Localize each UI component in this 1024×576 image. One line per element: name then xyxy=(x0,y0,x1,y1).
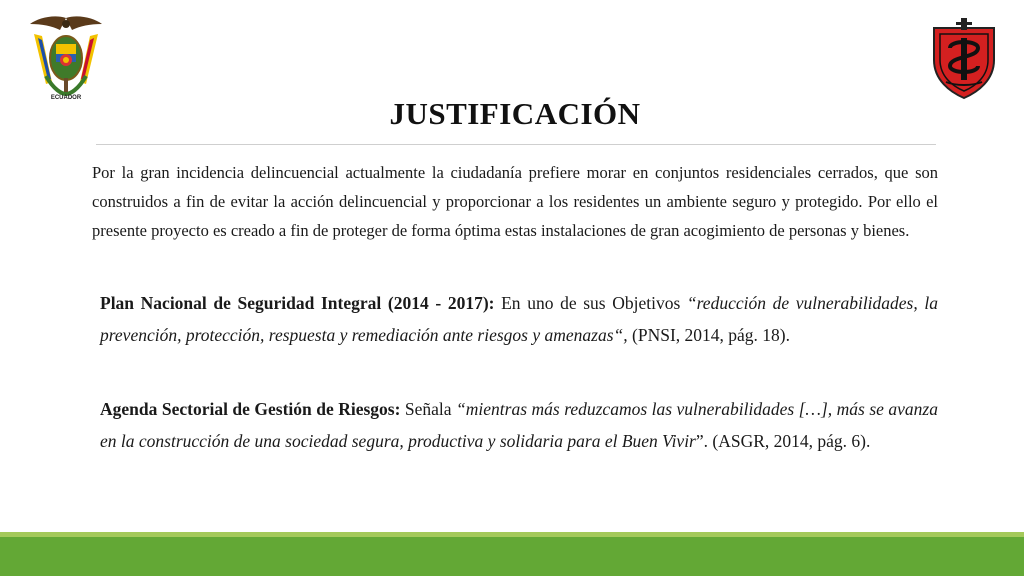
page-title: JUSTIFICACIÓN xyxy=(389,96,641,131)
paragraph-plan-nacional xyxy=(100,288,938,351)
title-divider xyxy=(96,144,936,145)
paragraph-agenda-sectorial xyxy=(100,394,938,457)
paragraph-citation: (PNSI, 2014, pág. 18). xyxy=(627,324,790,345)
ecuador-coat-of-arms-icon xyxy=(24,14,108,106)
footer-bar xyxy=(0,537,1024,576)
paragraph-quote: “mientras más reduzcamos las vulnerabilidades […], más se avanza en la construcción de una sociedad segura, productiva y solidaria para el Buen Vivir xyxy=(100,399,938,451)
logo-caption: ECUADOR xyxy=(50,95,82,101)
paragraph-intro: Por la gran incidencia delincuencial actualmente la ciudadanía prefiere morar en conjuntos residenciales cerrados, que son construidos a fin de evitar la acción delincuencial y proporcionar a los residentes un ambiente seguro y protegido. Por ello el presente proyecto es creado a fin de proteger de forma óptima estas instalaciones de gran acogimiento de personas y bienes. xyxy=(92,163,938,240)
paragraph-lead: Agenda Sectorial de Gestión de Riesgos: xyxy=(100,399,401,419)
paragraph-quote: “reducción de vulnerabilidades, la prevención, protección, respuesta y remediación ante riesgos y amenazas“, xyxy=(100,293,938,345)
paragraph-text: Señala xyxy=(400,399,457,419)
paragraph-lead: Plan Nacional de Seguridad Integral (2014 - 2017): xyxy=(100,293,495,313)
shield-crest-icon xyxy=(928,16,1000,100)
paragraph-citation: ”. (ASGR, 2014, pág. 6). xyxy=(695,430,871,451)
paragraph-text: En uno de sus Objetivos xyxy=(494,293,687,313)
